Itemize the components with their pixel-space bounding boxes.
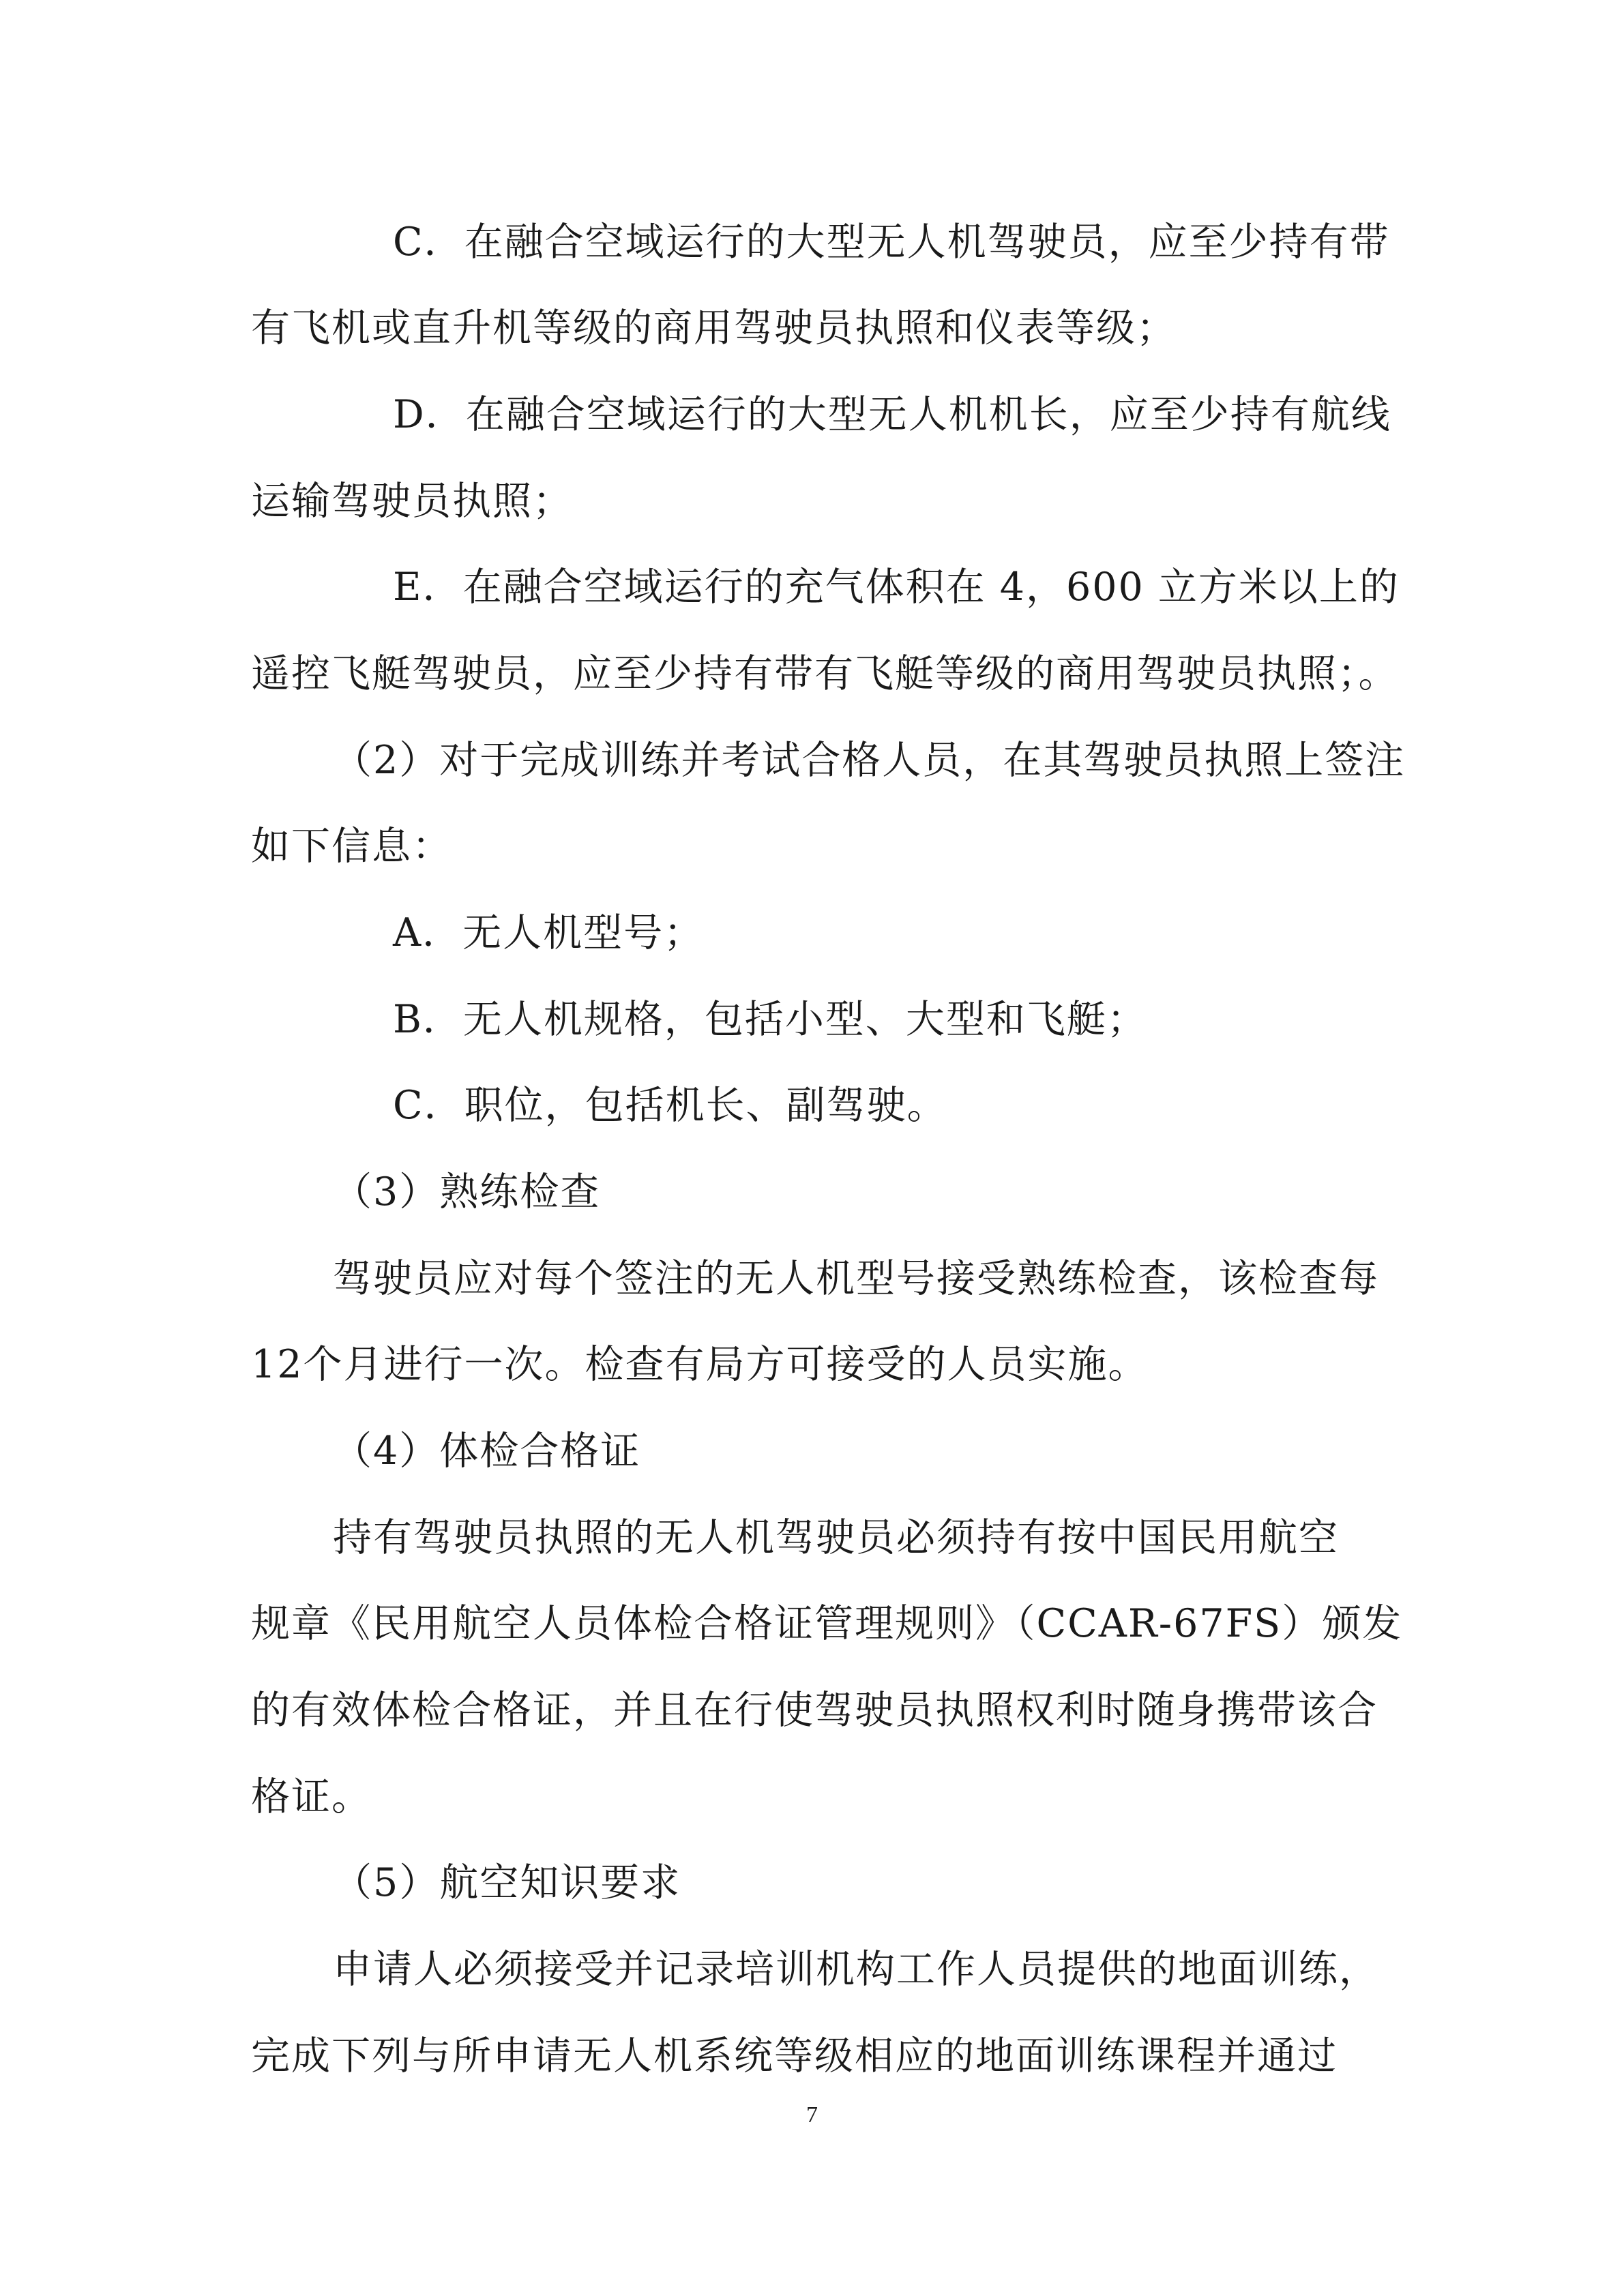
text-line-18: 的有效体检合格证，并且在行使驾驶员执照权利时随身携带该合: [251, 1688, 1378, 1733]
text-line-3: D．在融合空域运行的大型无人机机长，应至少持有航线: [393, 392, 1391, 437]
text-line-10: B．无人机规格，包括小型、大型和飞艇；: [393, 997, 1147, 1042]
text-line-21: 申请人必须接受并记录培训机构工作人员提供的地面训练，: [333, 1947, 1379, 1992]
text-line-9: A．无人机型号；: [393, 910, 705, 955]
text-line-12: （3）熟练检查: [333, 1169, 601, 1214]
text-line-11: C．职位，包括机长、副驾驶。: [393, 1083, 947, 1128]
text-line-22: 完成下列与所申请无人机系统等级相应的地面训练课程并通过: [251, 2033, 1338, 2078]
text-line-7: （2）对于完成训练并考试合格人员，在其驾驶员执照上签注: [333, 738, 1406, 783]
text-line-15: （4）体检合格证: [333, 1429, 641, 1474]
text-line-16: 持有驾驶员执照的无人机驾驶员必须持有按中国民用航空: [333, 1515, 1339, 1560]
text-line-20: （5）航空知识要求: [333, 1860, 681, 1905]
text-line-5: E．在融合空域运行的充气体积在 4，600 立方米以上的: [393, 565, 1400, 610]
text-line-8: 如下信息：: [251, 824, 452, 869]
text-line-13: 驾驶员应对每个签注的无人机型号接受熟练检查，该检查每: [333, 1256, 1379, 1301]
text-line-19: 格证。: [251, 1774, 372, 1819]
text-line-4: 运输驾驶员执照；: [251, 479, 573, 524]
page-number: 7: [806, 2102, 818, 2128]
text-line-1: C．在融合空域运行的大型无人机驾驶员，应至少持有带: [393, 220, 1390, 265]
text-line-6: 遥控飞艇驾驶员，应至少持有带有飞艇等级的商用驾驶员执照；。: [251, 651, 1399, 696]
text-line-17: 规章《民用航空人员体检合格证管理规则》（CCAR-67FS）颁发: [251, 1601, 1403, 1646]
text-line-14: 12个月进行一次。检查有局方可接受的人员实施。: [251, 1342, 1149, 1387]
text-line-2: 有飞机或直升机等级的商用驾驶员执照和仪表等级；: [251, 305, 1177, 351]
